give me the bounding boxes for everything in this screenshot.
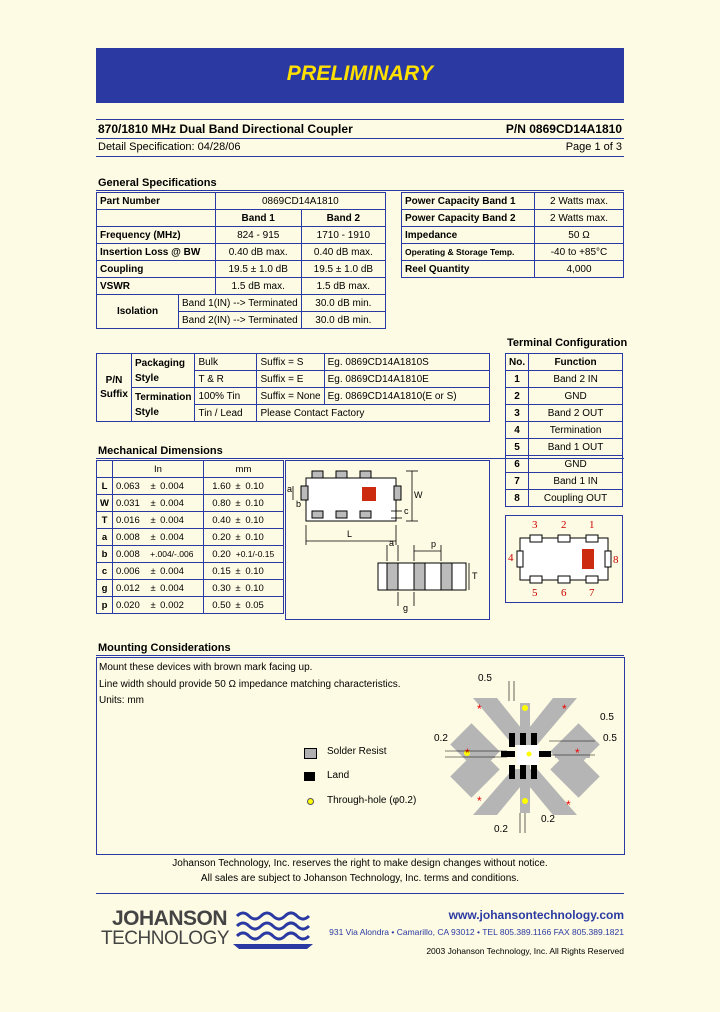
dim-pm2: ± xyxy=(234,563,243,580)
table-row xyxy=(506,422,623,439)
resist-right xyxy=(555,748,590,758)
land-pad xyxy=(509,765,515,779)
dim-label-a: a xyxy=(287,484,293,494)
dim-mm2: 0.10 xyxy=(242,495,283,512)
dim-key: T xyxy=(97,512,113,529)
pin-label: 7 xyxy=(589,587,595,599)
general-rule xyxy=(96,190,624,191)
asterisk-mark: * xyxy=(477,794,482,808)
table-row xyxy=(97,546,284,563)
through-hole xyxy=(527,752,532,757)
dim-mm2: 0.10 xyxy=(242,478,283,495)
solder-resist-swatch xyxy=(304,748,317,759)
asterisk-mark: * xyxy=(566,798,571,812)
suffix-a: 100% Tin xyxy=(195,388,257,405)
dim-pm1: ± xyxy=(149,495,157,512)
dim-mm1: 0.40 xyxy=(203,512,233,529)
dim-mm1: 0.20 xyxy=(203,529,233,546)
suffix-c: Eg. 0869CD14A1810(E or S) xyxy=(324,388,489,405)
pad-8 xyxy=(605,551,611,567)
packaging-label: Packaging xyxy=(135,357,186,369)
termination-style-label xyxy=(132,388,195,422)
table-row xyxy=(97,278,386,295)
pad-5 xyxy=(530,576,542,583)
general-spec-table xyxy=(96,192,386,329)
terminal-func: Band 1 IN xyxy=(529,473,623,490)
mounting-rule xyxy=(96,655,624,656)
dim-key: W xyxy=(97,495,113,512)
dim-mm2: 0.10 xyxy=(242,580,283,597)
brown-mark xyxy=(582,549,594,569)
mounting-title: Mounting Considerations xyxy=(98,642,231,654)
terminal-no: 3 xyxy=(506,405,529,422)
chip-pad xyxy=(312,511,323,518)
land-swatch xyxy=(304,772,315,781)
land-pad xyxy=(531,765,537,779)
table-row xyxy=(97,244,386,261)
terminal-no: 2 xyxy=(506,388,529,405)
dim-label: 0.5 xyxy=(603,733,617,744)
dim-mm1: 0.15 xyxy=(203,563,233,580)
termination-style-text: Style xyxy=(135,406,159,418)
suffix-c: Eg. 0869CD14A1810E xyxy=(324,371,489,388)
dim-pm2: +0.1/-0.15 xyxy=(234,546,284,563)
dim-mm1: 0.80 xyxy=(203,495,233,512)
dim-pm2: ± xyxy=(234,478,243,495)
termination-label: Termination xyxy=(135,391,192,403)
dim-label-p: p xyxy=(431,539,437,549)
through-hole xyxy=(522,798,528,804)
dim-in2: 0.004 xyxy=(157,512,203,529)
table-row xyxy=(97,563,284,580)
part-number-value: 0869CD14A1810 xyxy=(215,193,385,210)
mech-drawing-svg xyxy=(286,461,489,619)
chip-pad xyxy=(312,471,323,478)
footer-rule xyxy=(96,893,624,894)
dim-label-c: c xyxy=(404,506,409,516)
pin-label: 2 xyxy=(561,519,567,531)
pad-2 xyxy=(558,535,570,542)
power-label: Power Capacity Band 1 xyxy=(402,193,535,210)
dim-key: c xyxy=(97,563,113,580)
terminal-func: Termination xyxy=(529,422,623,439)
dim-mm2: 0.10 xyxy=(242,563,283,580)
inch-header: In xyxy=(112,461,203,478)
suffix-b: Suffix = E xyxy=(257,371,324,388)
mech-rule xyxy=(96,458,624,459)
terminal-no: 5 xyxy=(506,439,529,456)
terminal-no: 7 xyxy=(506,473,529,490)
packaging-style-label xyxy=(132,354,195,388)
dim-in1: 0.008 xyxy=(112,529,149,546)
table-row xyxy=(97,580,284,597)
dim-key: b xyxy=(97,546,113,563)
pn-suffix-table xyxy=(96,353,490,422)
table-row xyxy=(506,354,623,371)
company-url[interactable]: www.johansontechnology.com xyxy=(448,908,624,922)
mech-table xyxy=(96,460,284,614)
banner-text: PRELIMINARY xyxy=(286,62,434,85)
side-pad xyxy=(441,563,452,590)
terminal-func: Band 2 OUT xyxy=(529,405,623,422)
dim-in2: 0.004 xyxy=(157,478,203,495)
band2-header: Band 2 xyxy=(301,210,385,227)
table-row xyxy=(402,261,624,278)
pin-label: 3 xyxy=(532,519,538,531)
footer-notice-2: All sales are subject to Johanson Technology, Inc. terms and conditions. xyxy=(200,873,520,884)
dim-mm1: 1.60 xyxy=(203,478,233,495)
suffix-a: Tin / Lead xyxy=(195,405,257,422)
table-row xyxy=(506,405,623,422)
suffix-b: Suffix = S xyxy=(257,354,324,371)
dim-pm1: +.004/-.006 xyxy=(149,546,203,563)
spec-label: VSWR xyxy=(97,278,216,295)
terminal-func: Band 1 OUT xyxy=(529,439,623,456)
table-row xyxy=(506,439,623,456)
land-pattern-svg xyxy=(425,673,625,848)
pn-suffix-label xyxy=(97,354,132,422)
dim-pm2: ± xyxy=(234,495,243,512)
power-label: Impedance xyxy=(402,227,535,244)
power-value: 2 Watts max. xyxy=(535,193,624,210)
terminal-table xyxy=(505,353,623,507)
pin-label: 5 xyxy=(532,587,538,599)
table-row xyxy=(402,244,624,261)
isolation1-label: Band 1(IN) --> Terminated xyxy=(179,295,302,312)
dim-pm1: ± xyxy=(149,478,157,495)
dim-mm2: 0.10 xyxy=(242,512,283,529)
table-row xyxy=(402,227,624,244)
pn-label: P/N xyxy=(105,374,123,386)
table-row xyxy=(97,193,386,210)
table-row xyxy=(97,354,490,371)
pin-label: 4 xyxy=(508,552,514,564)
packaging-style-text: Style xyxy=(135,372,159,384)
table-row xyxy=(97,512,284,529)
land-pad xyxy=(537,751,551,757)
terminal-config-title: Terminal Configuration xyxy=(507,337,628,349)
pad-4 xyxy=(517,551,523,567)
asterisk-mark: * xyxy=(562,702,567,716)
logo-wave xyxy=(237,923,309,929)
spec-band1: 0.40 dB max. xyxy=(215,244,301,261)
suffix-b: Suffix = None xyxy=(257,388,324,405)
pin-label: 8 xyxy=(613,554,619,566)
table-row xyxy=(506,473,623,490)
pin-label: 1 xyxy=(589,519,595,531)
dim-pm1: ± xyxy=(149,580,157,597)
general-spec-title: General Specifications xyxy=(98,177,217,189)
chip-body xyxy=(520,538,608,580)
table-row xyxy=(506,371,623,388)
terminal-no: 8 xyxy=(506,490,529,507)
power-label: Operating & Storage Temp. xyxy=(402,244,535,261)
dim-pm2: ± xyxy=(234,529,243,546)
asterisk-mark: * xyxy=(575,746,580,760)
isolation-label: Isolation xyxy=(97,295,179,329)
dim-label: 0.2 xyxy=(494,824,508,835)
table-row xyxy=(97,227,386,244)
dim-pm1: ± xyxy=(149,529,157,546)
copyright: 2003 Johanson Technology, Inc. All Rights Reserved xyxy=(426,946,624,956)
dim-in1: 0.020 xyxy=(112,597,149,614)
spec-band1: 1.5 dB max. xyxy=(215,278,301,295)
table-row xyxy=(97,529,284,546)
dim-key: p xyxy=(97,597,113,614)
dim-key: g xyxy=(97,580,113,597)
dim-pm2: ± xyxy=(234,580,243,597)
legend-land: Land xyxy=(327,770,350,781)
pad-1 xyxy=(586,535,598,542)
dim-pm2: ± xyxy=(234,512,243,529)
chip-pad xyxy=(394,486,401,500)
dim-mm2: 0.05 xyxy=(242,597,283,614)
through-hole-icon xyxy=(307,798,314,805)
side-pad xyxy=(387,563,398,590)
logo-wave xyxy=(237,913,309,919)
dim-pm1: ± xyxy=(149,563,157,580)
land-pad xyxy=(501,751,515,757)
mounting-line2: Line width should provide 50 Ω impedance matching characteristics. xyxy=(99,679,401,690)
spec-band2: 0.40 dB max. xyxy=(301,244,385,261)
suffix-a: T & R xyxy=(195,371,257,388)
dim-label-w: W xyxy=(414,490,423,500)
logo-johanson: JOHANSON xyxy=(112,907,228,930)
preliminary-banner xyxy=(96,48,624,103)
power-table xyxy=(401,192,624,278)
suffix-c: Eg. 0869CD14A1810S xyxy=(324,354,489,371)
terminal-no: 4 xyxy=(506,422,529,439)
header-top-rule xyxy=(96,119,624,120)
dim-label: 0.5 xyxy=(478,673,492,684)
dim-in1: 0.016 xyxy=(112,512,149,529)
terminal-func: GND xyxy=(529,456,623,473)
terminal-func-header: Function xyxy=(529,354,623,371)
dim-label: 0.5 xyxy=(600,712,614,723)
isolation2-label: Band 2(IN) --> Terminated xyxy=(179,312,302,329)
pad-3 xyxy=(530,535,542,542)
dim-mm1: 0.20 xyxy=(203,546,233,563)
legend-through-hole: Through-hole (φ0.2) xyxy=(327,795,417,806)
dim-pm1: ± xyxy=(149,597,157,614)
spec-band1: 19.5 ± 1.0 dB xyxy=(215,261,301,278)
terminal-no-header: No. xyxy=(506,354,529,371)
terminal-func: Coupling OUT xyxy=(529,490,623,507)
dim-pm1: ± xyxy=(149,512,157,529)
dim-mm1: 0.30 xyxy=(203,580,233,597)
table-row xyxy=(506,388,623,405)
spec-label: Frequency (MHz) xyxy=(97,227,216,244)
power-value: 2 Watts max. xyxy=(535,210,624,227)
table-row xyxy=(402,210,624,227)
logo-technology: TECHNOLOGY xyxy=(101,928,230,949)
logo-wave xyxy=(237,933,309,939)
header-mid-rule xyxy=(96,138,624,139)
terminal-diagram xyxy=(505,515,623,603)
asterisk-mark: * xyxy=(465,746,470,760)
table-row xyxy=(97,495,284,512)
pad-6 xyxy=(558,576,570,583)
through-hole xyxy=(522,705,528,711)
dim-in1: 0.031 xyxy=(112,495,149,512)
dim-in2: 0.004 xyxy=(157,580,203,597)
dim-in1: 0.006 xyxy=(112,563,149,580)
spec-band1: 824 - 915 xyxy=(215,227,301,244)
land-pad xyxy=(520,765,526,779)
table-row xyxy=(97,261,386,278)
doc-title: 870/1810 MHz Dual Band Directional Coupler xyxy=(98,122,353,136)
chip-pad xyxy=(336,471,347,478)
power-label: Reel Quantity xyxy=(402,261,535,278)
mm-header: mm xyxy=(203,461,283,478)
power-value: 4,000 xyxy=(535,261,624,278)
dim-key: a xyxy=(97,529,113,546)
power-value: -40 to +85°C xyxy=(535,244,624,261)
terminal-func: Band 2 IN xyxy=(529,371,623,388)
power-label: Power Capacity Band 2 xyxy=(402,210,535,227)
part-number-label: Part Number xyxy=(97,193,216,210)
land-pad xyxy=(531,733,537,747)
mounting-line3: Units: mm xyxy=(99,695,144,706)
company-address: 931 Via Alondra • Camarillo, CA 93012 • TEL 805.389.1166 FAX 805.389.1821 xyxy=(329,927,624,937)
dim-label-b: b xyxy=(296,499,302,509)
terminal-func: GND xyxy=(529,388,623,405)
dim-label: 0.2 xyxy=(434,733,448,744)
dim-mm1: 0.50 xyxy=(203,597,233,614)
land-pad xyxy=(520,733,526,747)
chip-pad xyxy=(360,471,371,478)
dim-in1: 0.063 xyxy=(112,478,149,495)
dim-label-l: L xyxy=(347,529,353,539)
chip-pad xyxy=(301,486,308,500)
spec-band2: 19.5 ± 1.0 dB xyxy=(301,261,385,278)
logo-graphic xyxy=(233,910,313,950)
table-row xyxy=(97,478,284,495)
power-value: 50 Ω xyxy=(535,227,624,244)
spec-label: Insertion Loss @ BW xyxy=(97,244,216,261)
mounting-line1: Mount these devices with brown mark facing up. xyxy=(99,662,313,673)
table-row xyxy=(97,388,490,405)
spec-label: Coupling xyxy=(97,261,216,278)
dim-label-t: T xyxy=(472,571,478,581)
dim-in2: 0.004 xyxy=(157,563,203,580)
legend-solder-resist: Solder Resist xyxy=(327,746,387,757)
isolation2-value: 30.0 dB min. xyxy=(301,312,385,329)
footer-notice-1: Johanson Technology, Inc. reserves the right to make design changes without notice. xyxy=(172,858,548,869)
dim-label-g: g xyxy=(403,603,409,613)
mech-dim-title: Mechanical Dimensions xyxy=(98,445,223,457)
suffix-label: Suffix xyxy=(100,388,128,400)
table-row xyxy=(402,193,624,210)
suffix-b: Please Contact Factory xyxy=(257,405,490,422)
isolation1-value: 30.0 dB min. xyxy=(301,295,385,312)
table-row xyxy=(97,295,386,312)
dim-key: L xyxy=(97,478,113,495)
logo-base xyxy=(233,944,313,949)
dim-in2: 0.004 xyxy=(157,529,203,546)
band1-header: Band 1 xyxy=(215,210,301,227)
pad-7 xyxy=(586,576,598,583)
table-row xyxy=(97,461,284,478)
dim-in2: 0.004 xyxy=(157,495,203,512)
dim-pm2: ± xyxy=(234,597,243,614)
pin-label: 6 xyxy=(561,587,567,599)
dim-label: 0.2 xyxy=(541,814,555,825)
asterisk-mark: * xyxy=(477,702,482,716)
spec-band2: 1710 - 1910 xyxy=(301,227,385,244)
dim-in1: 0.008 xyxy=(112,546,149,563)
land-pad xyxy=(509,733,515,747)
side-pad xyxy=(414,563,425,590)
terminal-no: 6 xyxy=(506,456,529,473)
chip-pad xyxy=(336,511,347,518)
part-number-title: P/N 0869CD14A1810 xyxy=(505,122,622,136)
dim-in2: 0.002 xyxy=(157,597,203,614)
header-bottom-rule xyxy=(96,156,624,157)
mounting-box xyxy=(96,657,625,855)
dim-label-a-side: a xyxy=(389,538,395,548)
terminal-no: 1 xyxy=(506,371,529,388)
chip-pad xyxy=(360,511,371,518)
dim-mm2: 0.10 xyxy=(242,529,283,546)
suffix-a: Bulk xyxy=(195,354,257,371)
page-number: Page 1 of 3 xyxy=(565,141,622,153)
table-row xyxy=(97,597,284,614)
table-row xyxy=(506,490,623,507)
brown-mark xyxy=(362,487,376,501)
mech-drawing xyxy=(285,460,490,620)
dim-in1: 0.012 xyxy=(112,580,149,597)
detail-spec: Detail Specification: 04/28/06 xyxy=(98,141,241,153)
table-row xyxy=(97,210,386,227)
spec-band2: 1.5 dB max. xyxy=(301,278,385,295)
